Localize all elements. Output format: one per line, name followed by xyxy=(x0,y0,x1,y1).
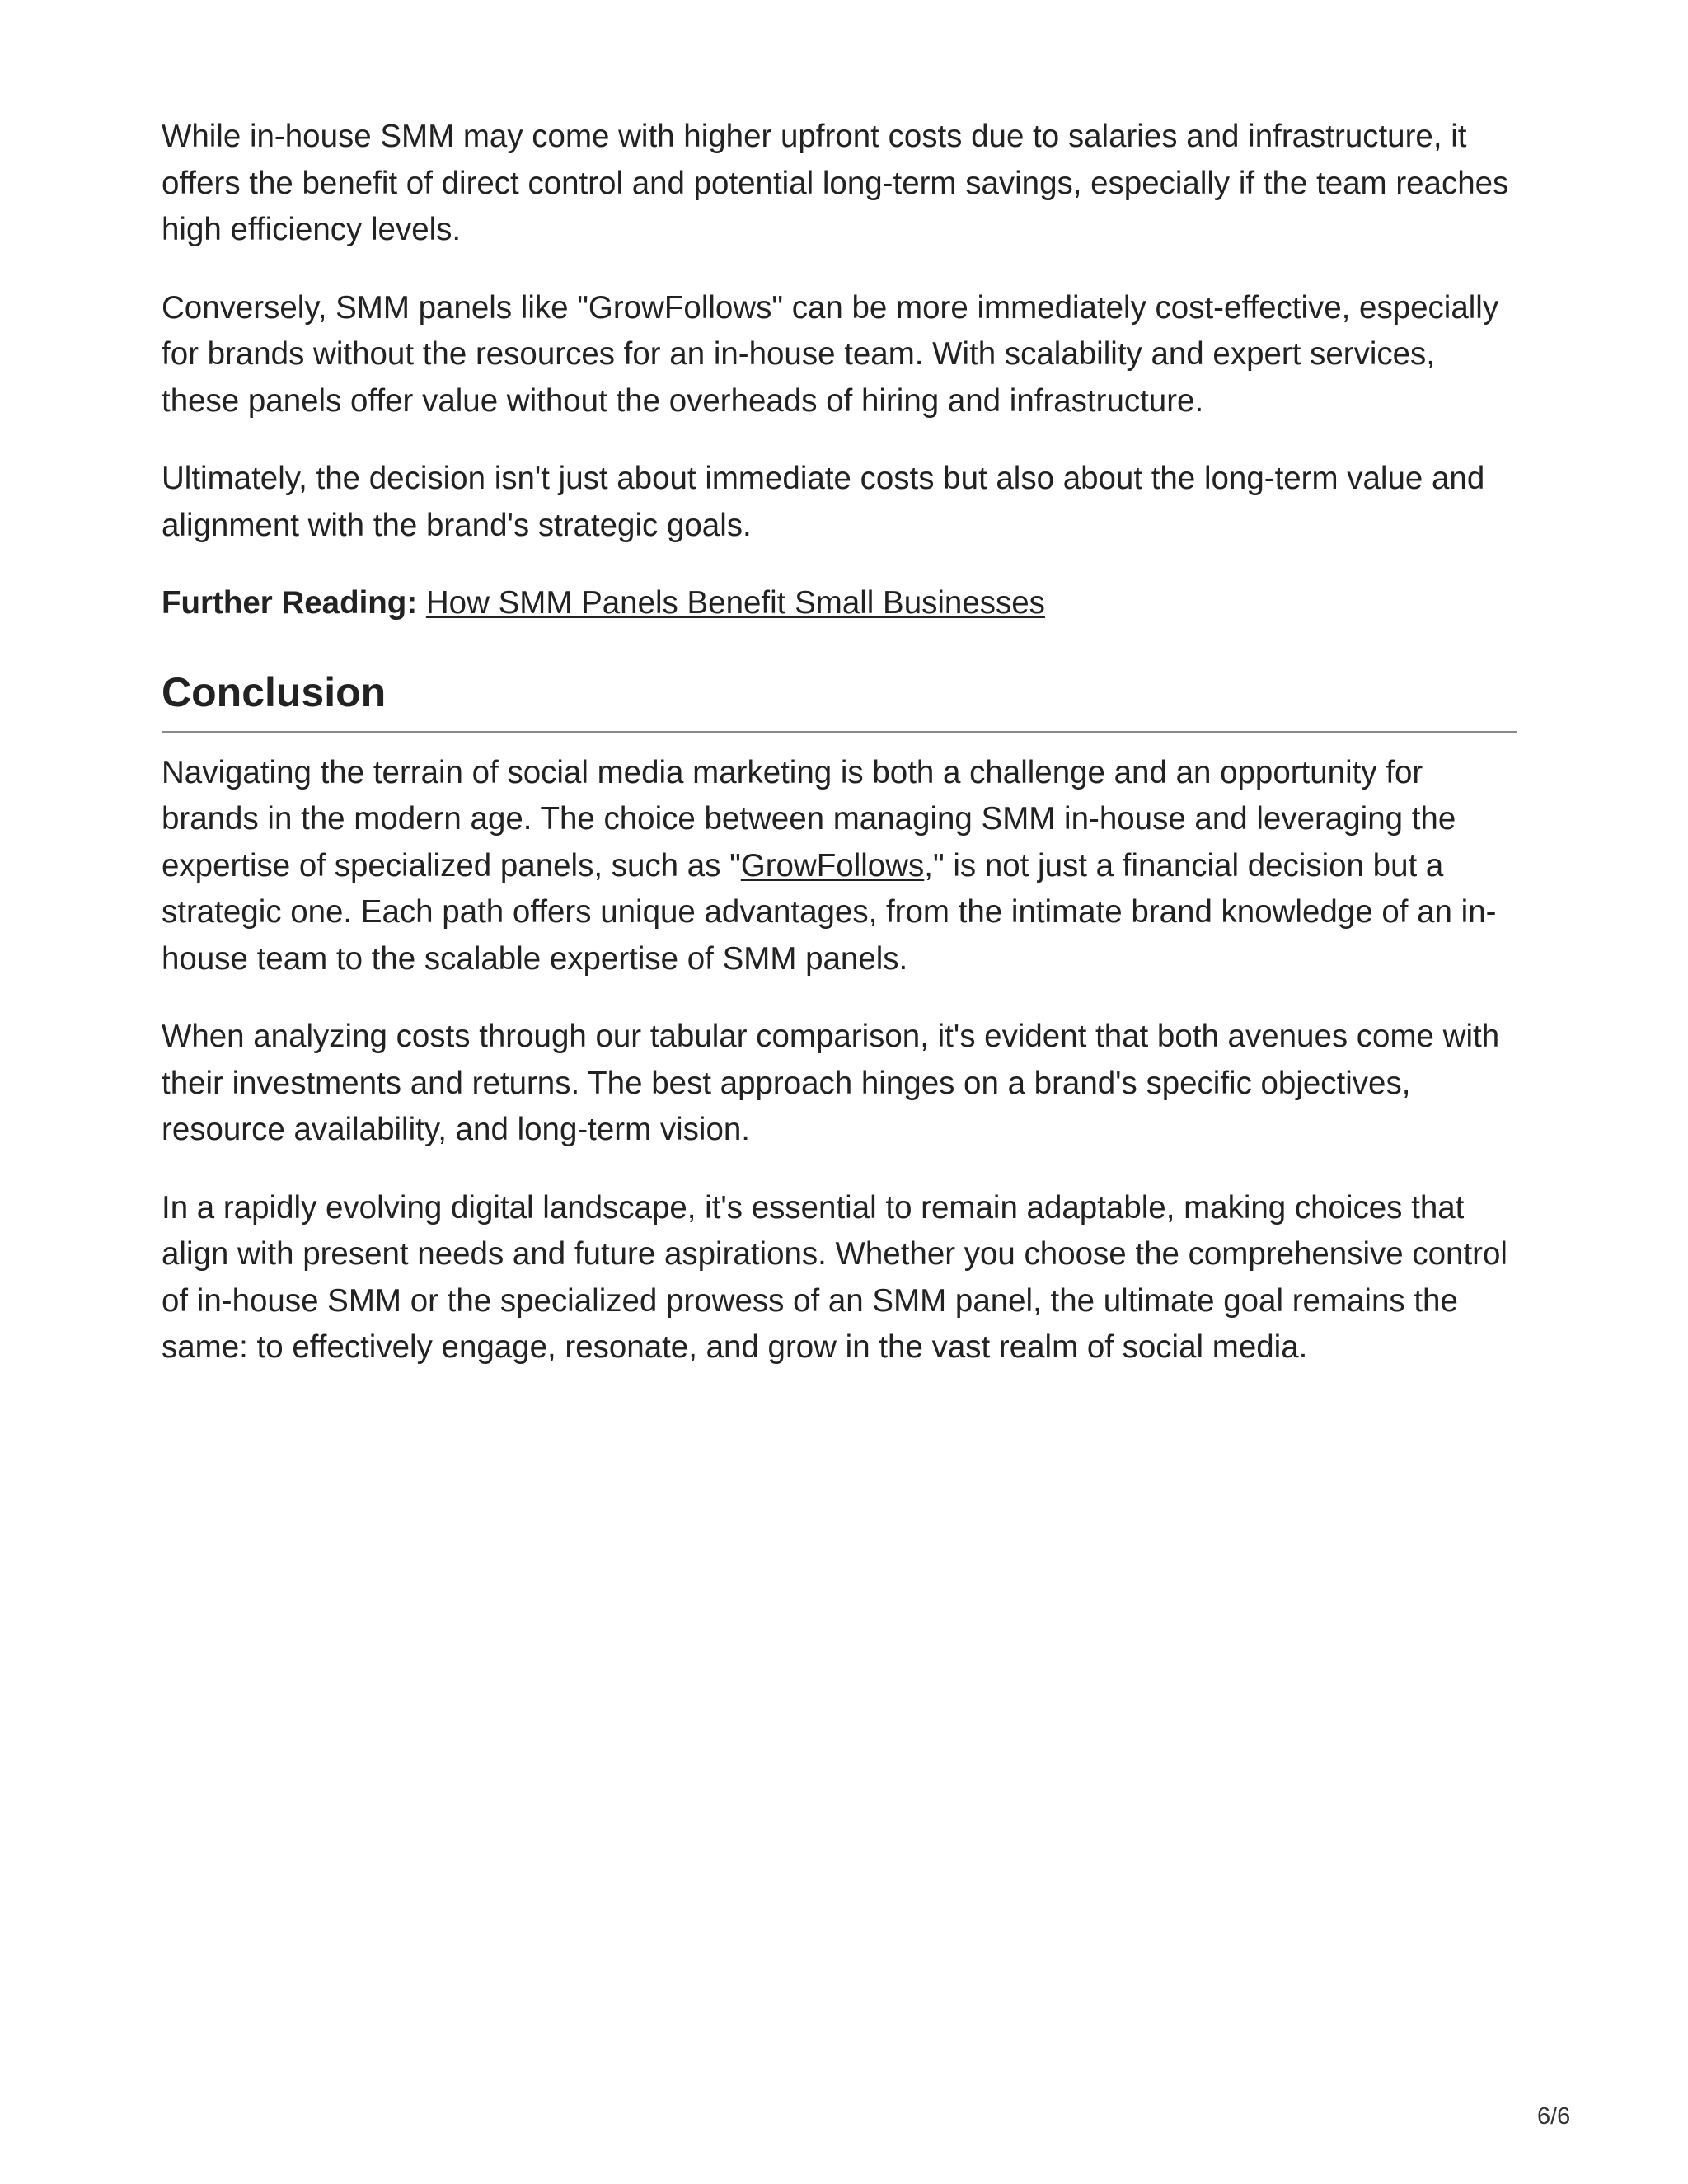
further-reading-label: Further Reading: xyxy=(162,585,418,621)
further-reading xyxy=(162,580,1517,627)
conclusion-section xyxy=(162,750,1517,1371)
paragraph-decision-summary: Ultimately, the decision isn't just about immediate costs but also about the long-term value and alignment with the brand's strategic goals. xyxy=(162,461,1485,543)
page-number: 6/6 xyxy=(1537,2103,1571,2130)
conclusion-p1-text-before: Navigating the terrain of social media marketing is both a challenge and an opportunity for brands in the modern age. The choice between managing SMM in-house and leveraging the expertise of specialized panels, such as " xyxy=(162,754,1456,883)
conclusion-heading: Conclusion xyxy=(162,667,1517,733)
article-content xyxy=(162,114,1517,1403)
further-reading-link[interactable]: How SMM Panels Benefit Small Businesses xyxy=(425,585,1045,621)
conclusion-paragraph-3: In a rapidly evolving digital landscape, it's essential to remain adaptable, making choices that align with present needs and future aspirations. Whether you choose the comprehensive control of in-house SMM or the specialized prowess of an SMM panel, the ultimate goal remains the same: to effectively engage, resonate, and grow in the vast realm of social media. xyxy=(162,1189,1507,1365)
conclusion-paragraph-1 xyxy=(162,750,1517,983)
conclusion-p1-text-after: ," is not just a financial decision but a strategic one. Each path offers unique advantages, from the intimate brand knowledge of an in-house team to the scalable expertise of SMM panels. xyxy=(162,847,1497,977)
conclusion-paragraph-2: When analyzing costs through our tabular comparison, it's evident that both avenues come with their investments and returns. The best approach hinges on a brand's specific objectives, resource availability, and long-term vision. xyxy=(162,1019,1500,1147)
growfollows-link[interactable]: GrowFollows xyxy=(740,847,925,883)
paragraph-smm-panels-value: Conversely, SMM panels like "GrowFollows" can be more immediately cost-effective, especially for brands without the resources for an in-house team. With scalability and expert services, these panels offer value without the overheads of hiring and infrastructure. xyxy=(162,289,1499,419)
paragraph-inhouse-costs: While in-house SMM may come with higher upfront costs due to salaries and infrastructure, it offers the benefit of direct control and potential long-term savings, especially if the team reaches high efficiency levels. xyxy=(162,119,1509,247)
